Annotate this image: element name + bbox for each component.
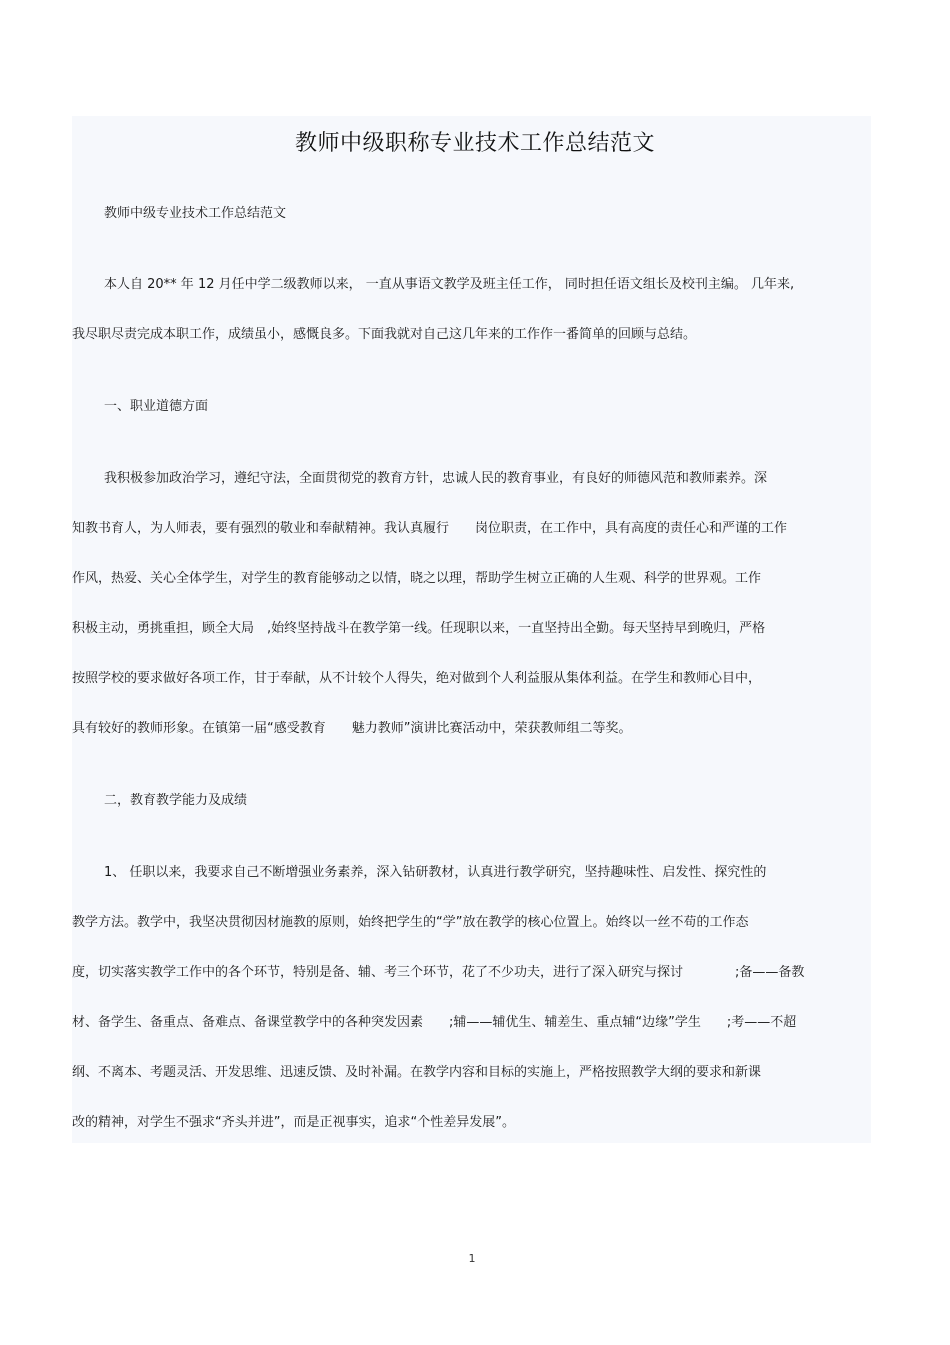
page-number: 1	[468, 1252, 476, 1265]
document-subtitle: 教师中级专业技术工作总结范文	[104, 206, 287, 221]
section-1-line-1: 我积极参加政治学习，遵纪守法，全面贯彻党的教育方针，忠诚人民的教育事业，有良好的师德风范和教师素养。深	[104, 471, 768, 486]
section-1-line-6: 具有较好的教师形象。在镇第一届“感受教育 魅力教师”演讲比赛活动中，荣获教师组二等奖。	[72, 721, 632, 736]
section-1-line-4: 积极主动，勇挑重担，顾全大局 ,始终坚持战斗在教学第一线。任现职以来，一直坚持出全勤。每天坚持早到晚归，严格	[72, 621, 766, 636]
section-2-line-6: 改的精神，对学生不强求“齐头并进”，而是正视事实，追求“个性差异发展”。	[72, 1115, 515, 1130]
section-1-heading: 一、职业道德方面	[104, 399, 209, 414]
section-2-line-2: 教学方法。教学中，我坚决贯彻因材施教的原则，始终把学生的“学”放在教学的核心位置上。始终以一丝不苟的工作态	[72, 915, 749, 930]
section-2-line-4: 材、备学生、备重点、备难点、备课堂教学中的各种突发因素 ;辅——辅优生、辅差生、重点辅“边缘”学生 ;考——不超	[72, 1015, 797, 1030]
section-1-line-2: 知教书育人，为人师表，要有强烈的敬业和奉献精神。我认真履行 岗位职责，在工作中，具有高度的责任心和严谨的工作	[72, 521, 788, 536]
intro-line-2: 我尽职尽责完成本职工作，成绩虽小，感慨良多。下面我就对自己这几年来的工作作一番简单的回顾与总结。	[72, 327, 697, 342]
section-2-line-3: 度，切实落实教学工作中的各个环节，特别是备、辅、考三个环节，花了不少功夫，进行了深入研究与探讨 ;备——备教	[72, 965, 805, 980]
section-2-line-1: 1、 任职以来，我要求自己不断增强业务素养，深入钻研教材，认真进行教学研究，坚持趣味性、启发性、探究性的	[104, 865, 767, 880]
section-1-line-3: 作风，热爱、关心全体学生，对学生的教育能够动之以情，晓之以理，帮助学生树立正确的人生观、科学的世界观。工作	[72, 571, 762, 586]
document-title: 教师中级职称专业技术工作总结范文	[294, 131, 655, 156]
section-2-heading: 二，教育教学能力及成绩	[104, 793, 248, 808]
section-2-line-5: 纲、不离本、考题灵活、开发思维、迅速反馈、及时补漏。在教学内容和目标的实施上，严格按照教学大纲的要求和新课	[72, 1065, 762, 1080]
section-1-line-5: 按照学校的要求做好各项工作，甘于奉献，从不计较个人得失，绝对做到个人利益服从集体利益。在学生和教师心目中，	[72, 671, 762, 686]
intro-line-1: 本人自 20** 年 12 月任中学二级教师以来， 一直从事语文教学及班主任工作， 同时担任语文组长及校刊主编。 几年来,	[104, 277, 795, 292]
